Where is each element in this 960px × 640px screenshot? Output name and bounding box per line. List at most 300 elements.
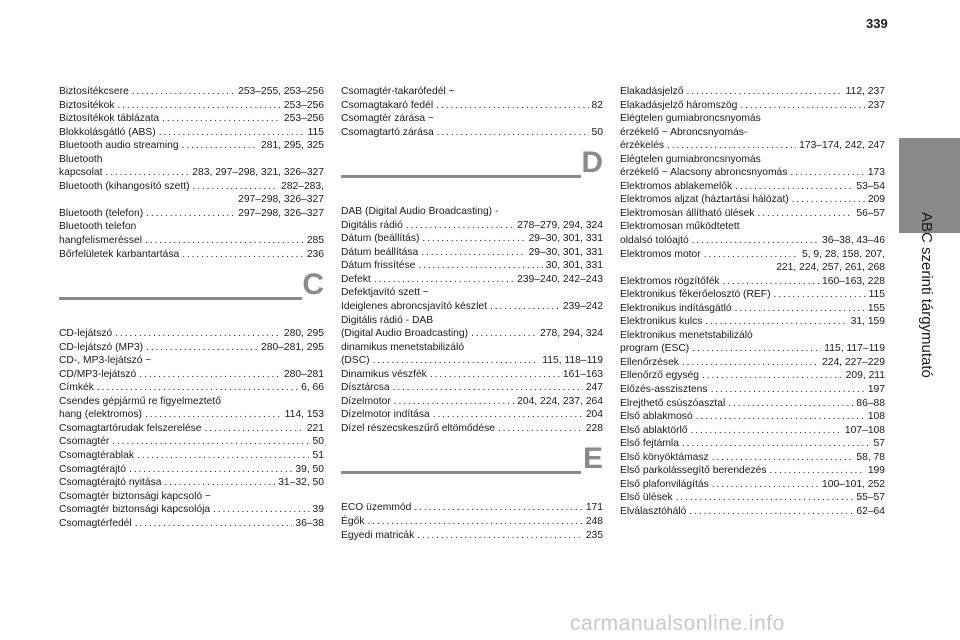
index-entry: [620, 315, 885, 329]
index-entry: [59, 166, 324, 180]
dot-leader: [682, 356, 819, 370]
dot-leader: [422, 232, 525, 246]
section-rule: [341, 471, 581, 474]
entry-pages: 253–256: [283, 99, 324, 111]
section-divider-c: [59, 268, 324, 323]
entry-pages: 171: [585, 502, 603, 514]
entry-pages: 221: [306, 422, 324, 434]
entry-pages: 31, 159: [850, 316, 885, 328]
section-letter-d: D: [581, 146, 603, 180]
index-heading-line: CD-, MP3-lejátszó ~: [59, 355, 152, 367]
entry-term: CD-lejátszó: [59, 328, 113, 340]
index-entry: [620, 180, 885, 194]
index-entry: [341, 99, 603, 113]
entry-term: Elektronikus indításgátló: [620, 302, 732, 314]
dot-leader: [712, 478, 819, 492]
index-page-continuation: 297–298, 326–327: [238, 194, 324, 206]
index-heading-line: Csomagtér-takarófedél ~: [341, 86, 455, 97]
dot-leader: [182, 139, 258, 153]
dot-leader: [414, 501, 582, 515]
index-entry: [59, 463, 324, 477]
index-entry: [59, 503, 324, 517]
entry-pages: 282–283,: [281, 180, 324, 192]
entry-term: Első fejtámla: [620, 438, 679, 450]
entry-term: Csomagtér biztonsági kapcsolója: [59, 504, 211, 516]
dot-leader: [712, 451, 854, 465]
index-entry: [59, 368, 324, 382]
index-group-e: [341, 501, 603, 542]
watermark: carmanualsonline.info: [570, 612, 785, 635]
dot-leader: [702, 369, 843, 383]
entry-term: érzékelés: [620, 140, 665, 152]
index-entry: [620, 451, 885, 465]
dot-leader: [691, 424, 842, 438]
entry-term: Dízelmotor indítása: [341, 409, 430, 421]
index-entry: [341, 501, 603, 515]
entry-term: Blokkolásgátló (ABS): [59, 126, 156, 138]
index-entry: [620, 369, 885, 383]
dot-leader: [182, 248, 304, 262]
entry-term: Bluetooth audio streaming: [59, 140, 179, 152]
dot-leader: [704, 248, 799, 262]
section-letter-c: C: [302, 268, 324, 302]
entry-pages: 51: [312, 450, 324, 462]
entry-pages: 6, 66: [301, 382, 324, 394]
entry-term: érzékelő ~ Alacsony abroncsnyomás: [620, 167, 788, 179]
entry-pages: 112, 237: [845, 86, 885, 97]
index-entry: [59, 85, 324, 99]
index-entry: [620, 275, 885, 289]
index-heading-line: Defektjavító szett ~: [341, 287, 429, 299]
index-entry: [620, 207, 885, 221]
index-group-e-continued: [620, 85, 885, 519]
entry-pages: 155: [867, 302, 885, 314]
index-entry: [620, 85, 885, 99]
entry-pages: 57: [873, 438, 885, 450]
entry-pages: 29–30, 301, 331: [528, 233, 603, 245]
entry-pages: 160–163, 228: [822, 275, 885, 287]
entry-pages: 86–88: [856, 397, 885, 409]
entry-term: Elakadásjelző: [620, 86, 684, 97]
index-heading-line: Csendes gépjármű re figyelmeztető: [59, 395, 221, 407]
entry-term: Biztosítékcsere: [59, 86, 129, 97]
dot-leader: [159, 126, 305, 140]
dot-leader: [213, 503, 309, 517]
entry-term: Defekt: [341, 273, 371, 285]
index-heading-line: Elégtelen gumiabroncsnyomás: [620, 153, 761, 165]
entry-term: Ideiglenes abroncsjavító készlet: [341, 301, 487, 313]
entry-term: Dízelmotor: [341, 395, 391, 407]
entry-term: Csomagtérajtó nyitása: [59, 477, 162, 489]
entry-pages: 36–38: [295, 517, 324, 529]
entry-pages: 280, 295: [283, 328, 324, 340]
entry-term: Csomagtér: [59, 436, 110, 448]
entry-pages: 107–108: [844, 424, 885, 436]
index-entry: [341, 354, 603, 368]
dot-leader: [792, 193, 865, 207]
index-entry: [341, 368, 603, 382]
dot-leader: [437, 126, 589, 140]
dot-leader: [418, 259, 542, 273]
dot-leader: [433, 408, 583, 422]
index-entry: [620, 356, 885, 370]
entry-term: Elektromos ablakemelők: [620, 180, 733, 192]
chapter-title-text: ABC szerinti tárgymutató: [918, 212, 935, 378]
section-divider-d: [341, 146, 603, 201]
index-entry: [341, 395, 603, 409]
entry-pages: 50: [312, 436, 324, 448]
index-entry: [620, 342, 885, 356]
entry-term: Elektronikus kulcs: [620, 316, 703, 328]
index-entry: [341, 219, 603, 233]
entry-term: program (ESC): [620, 343, 690, 355]
dot-leader: [373, 354, 540, 368]
entry-pages: 239–242: [562, 301, 603, 313]
entry-pages: 280–281, 295: [261, 341, 324, 353]
entry-pages: 39, 50: [295, 463, 324, 475]
index-entry: [341, 246, 603, 260]
index-entry: [341, 126, 603, 140]
dot-leader: [682, 437, 871, 451]
entry-pages: 253–256: [283, 113, 324, 125]
dot-leader: [146, 341, 258, 355]
entry-pages: 100–101, 252: [822, 478, 885, 490]
dot-leader: [692, 234, 819, 248]
index-heading-line: DAB (Digital Audio Broadcasting) -: [341, 206, 499, 218]
dot-leader: [374, 273, 514, 287]
index-entry: [59, 476, 324, 490]
entry-term: Elektromos aljzat (háztartási hálózat): [620, 194, 789, 206]
dot-leader: [728, 397, 853, 411]
dot-leader: [421, 246, 525, 260]
entry-term: Dátum frissítése: [341, 260, 416, 272]
dot-leader: [417, 529, 583, 543]
entry-pages: 239–240, 242–243: [517, 273, 603, 285]
entry-pages: 197: [867, 384, 885, 396]
index-entry: [620, 248, 885, 262]
entry-pages: 237: [867, 99, 885, 111]
index-entry: [341, 232, 603, 246]
dot-leader: [705, 315, 847, 329]
index-entry: [59, 126, 324, 140]
dot-leader: [711, 383, 865, 397]
index-entry: [620, 99, 885, 113]
index-entry: [59, 449, 324, 463]
dot-leader: [132, 85, 235, 99]
dot-leader: [687, 85, 843, 99]
index-entry: [59, 248, 324, 262]
entry-term: Elakadásjelző háromszög: [620, 99, 738, 111]
index-group-d: [341, 205, 603, 435]
dot-leader: [97, 381, 298, 395]
index-heading-line: Elektromosan működtetett: [620, 221, 740, 233]
index-entry: [59, 435, 324, 449]
entry-pages: 53–54: [856, 180, 885, 192]
index-column-2: [341, 85, 603, 542]
dot-leader: [740, 99, 864, 113]
index-heading-line: Elektronikus menetstabilizáló: [620, 329, 753, 341]
dot-leader: [723, 275, 819, 289]
dot-leader: [137, 449, 310, 463]
index-heading-line: Digitális rádió - DAB: [341, 314, 434, 326]
entry-pages: 224, 227–229: [822, 356, 885, 368]
entry-term: kapcsolat: [59, 167, 103, 179]
index-entry: [620, 166, 885, 180]
entry-pages: 29–30, 301, 331: [528, 246, 603, 258]
entry-pages: 55–57: [856, 492, 885, 504]
entry-term: Első plafonvilágítás: [620, 478, 709, 490]
index-entry: [620, 193, 885, 207]
index-entry: [341, 259, 603, 273]
index-column-3: [620, 85, 885, 519]
entry-term: CD/MP3-lejátszó: [59, 368, 137, 380]
entry-term: Elrejthető csúszóasztal: [620, 397, 726, 409]
section-divider-e: [341, 442, 603, 497]
entry-term: Ellenőrzések: [620, 356, 679, 368]
dot-leader: [696, 410, 865, 424]
entry-term: hangfelismeréssel: [59, 235, 142, 247]
index-group-c-continued: [341, 85, 603, 139]
entry-term: Első ablakmosó: [620, 411, 693, 423]
index-entry: [620, 234, 885, 248]
index-entry: [59, 327, 324, 341]
index-entry: [59, 341, 324, 355]
entry-term: (DSC): [341, 355, 370, 367]
entry-pages: 115: [307, 126, 324, 138]
dot-leader: [112, 435, 309, 449]
dot-leader: [406, 219, 514, 233]
entry-term: Előzés-asszisztens: [620, 384, 708, 396]
entry-term: Biztosítékok: [59, 99, 115, 111]
index-group-b: [59, 85, 324, 261]
entry-pages: 228: [585, 422, 603, 434]
index-heading-line: Csomagtér biztonsági kapcsoló ~: [59, 490, 211, 502]
entry-term: Dísztárcsa: [341, 382, 390, 394]
dot-leader: [490, 300, 560, 314]
dot-leader: [758, 207, 854, 221]
dot-leader: [115, 327, 281, 341]
entry-term: Elválasztóháló: [620, 505, 687, 517]
index-entry: [59, 381, 324, 395]
chapter-title: [918, 212, 938, 422]
index-entry: [59, 139, 324, 153]
index-entry: [620, 410, 885, 424]
entry-term: Dinamikus vészfék: [341, 368, 427, 380]
entry-term: oldalsó tolóajtó: [620, 235, 689, 247]
entry-pages: 115: [868, 289, 885, 301]
entry-term: Egyedi matricák: [341, 529, 415, 541]
index-entry: [341, 381, 603, 395]
entry-pages: 209, 211: [845, 370, 885, 382]
entry-term: Első ülések: [620, 492, 673, 504]
entry-pages: 278–279, 294, 324: [517, 219, 603, 231]
dot-leader: [393, 381, 583, 395]
entry-term: Címkék: [59, 382, 94, 394]
entry-pages: 278, 294, 324: [540, 328, 603, 340]
index-entry: [620, 437, 885, 451]
entry-term: Elektromos motor: [620, 248, 701, 260]
index-entry: [620, 288, 885, 302]
index-entry: [341, 422, 603, 436]
dot-leader: [735, 180, 853, 194]
index-entry: [341, 408, 603, 422]
dot-leader: [193, 180, 279, 194]
entry-pages: 50: [591, 126, 603, 138]
entry-term: Biztosítékok táblázata: [59, 113, 160, 125]
dot-leader: [689, 505, 853, 519]
dot-leader: [118, 99, 281, 113]
index-heading-line: Bluetooth telefon: [59, 221, 137, 233]
index-entry: [59, 517, 324, 531]
dot-leader: [164, 476, 275, 490]
entry-term: Égők: [341, 516, 365, 528]
dot-leader: [774, 288, 866, 302]
section-rule: [59, 297, 302, 300]
dot-leader: [129, 463, 292, 477]
entry-term: Dízel részecskeszűrő eltömődése: [341, 422, 495, 434]
entry-pages: 161–163: [562, 368, 603, 380]
entry-pages: 62–64: [856, 505, 885, 517]
entry-pages: 115, 118–119: [542, 355, 603, 367]
entry-term: Csomagtérajtó: [59, 463, 126, 475]
index-entry: [620, 397, 885, 411]
index-heading-line: dinamikus menetstabilizáló: [341, 341, 465, 353]
dot-leader: [471, 327, 537, 341]
section-rule: [341, 175, 581, 178]
index-entry: [620, 505, 885, 519]
entry-pages: 280–281: [283, 368, 324, 380]
index-entry: [620, 424, 885, 438]
entry-pages: 36–38, 43–46: [822, 235, 885, 247]
dot-leader: [436, 99, 588, 113]
dot-leader: [139, 368, 281, 382]
entry-pages: 115, 117–119: [824, 343, 885, 355]
entry-term: CD-lejátszó (MP3): [59, 341, 144, 353]
entry-pages: 283, 297–298, 321, 326–327: [192, 167, 324, 179]
entry-pages: 248: [585, 516, 603, 528]
entry-term: Első könyöktámasz: [620, 451, 709, 463]
entry-pages: 236: [306, 248, 324, 260]
entry-pages: 281, 295, 325: [261, 140, 324, 152]
dot-leader: [135, 517, 293, 531]
entry-pages: 56–57: [856, 207, 885, 219]
entry-term: (Digital Audio Broadcasting): [341, 328, 469, 340]
entry-term: Csomagtérablak: [59, 450, 134, 462]
entry-pages: 173–174, 242, 247: [799, 140, 885, 152]
dot-leader: [790, 166, 864, 180]
dot-leader: [394, 395, 514, 409]
index-entry: [620, 383, 885, 397]
dot-leader: [692, 342, 821, 356]
index-entry: [59, 99, 324, 113]
dot-leader: [146, 207, 235, 221]
dot-leader: [667, 139, 796, 153]
entry-term: ECO üzemmód: [341, 502, 412, 514]
entry-term: Elektromosan állítható ülések: [620, 207, 755, 219]
entry-term: Elektronikus fékerőelosztó (REF): [620, 289, 771, 301]
dot-leader: [162, 112, 281, 126]
index-heading-line: Elégtelen gumiabroncsnyomás: [620, 113, 761, 125]
index-entry: [620, 491, 885, 505]
entry-term: Csomagtartórudak felszerelése: [59, 422, 202, 434]
index-entry: [59, 234, 324, 248]
index-entry: [59, 207, 324, 221]
page-number: 339: [866, 16, 888, 31]
index-entry: [620, 478, 885, 492]
dot-leader: [770, 464, 865, 478]
entry-term: Ellenőrző egység: [620, 370, 699, 382]
entry-term: Bluetooth (telefon): [59, 207, 144, 219]
entry-pages: 199: [867, 465, 885, 477]
dot-leader: [735, 302, 865, 316]
entry-term: Csomagtérfedél: [59, 517, 132, 529]
dot-leader: [367, 515, 582, 529]
entry-term: Dátum (beállítás): [341, 233, 420, 245]
entry-term: Első parkolássegítő berendezés: [620, 465, 767, 477]
section-letter-e: E: [582, 442, 603, 476]
entry-term: Digitális rádió: [341, 219, 403, 231]
index-entry: [620, 139, 885, 153]
index-entry: [620, 302, 885, 316]
index-entry: [59, 422, 324, 436]
dot-leader: [498, 422, 583, 436]
entry-pages: 39: [312, 504, 324, 516]
entry-term: Első ablaktörlő: [620, 424, 688, 436]
entry-pages: 58, 78: [856, 451, 885, 463]
index-group-c: [59, 327, 324, 530]
entry-pages: 108: [867, 411, 885, 423]
entry-pages: 209: [867, 194, 885, 206]
entry-term: Elektromos rögzítőfék: [620, 275, 720, 287]
index-heading-line: Bluetooth: [59, 153, 103, 165]
index-entry: [341, 327, 603, 341]
dot-leader: [145, 234, 304, 248]
entry-pages: 5, 9, 28, 158, 207,: [801, 248, 885, 260]
entry-pages: 204, 224, 237, 264: [517, 395, 603, 407]
entry-term: Csomagtakaró fedél: [341, 99, 434, 111]
index-entry: [620, 464, 885, 478]
dot-leader: [430, 368, 560, 382]
index-heading-line: érzékelő ~ Abroncsnyomás-: [620, 126, 748, 138]
entry-pages: 247: [585, 382, 603, 394]
entry-term: Csomagtartó zárása: [341, 126, 434, 138]
dot-leader: [205, 422, 304, 436]
index-entry: [341, 300, 603, 314]
entry-pages: 30, 301, 331: [545, 260, 603, 272]
index-entry: [59, 112, 324, 126]
entry-term: Bőrfelületek karbantartása: [59, 248, 180, 260]
index-entry: [59, 408, 324, 422]
entry-pages: 204: [585, 409, 603, 421]
index-page-continuation: 221, 224, 257, 261, 268: [776, 262, 885, 274]
entry-pages: 173: [867, 167, 885, 179]
dot-leader: [145, 408, 282, 422]
index-entry: [59, 180, 324, 194]
index-heading-line: Csomagtér zárása ~: [341, 113, 434, 125]
index-column-1: [59, 85, 324, 530]
entry-term: Dátum beállítása: [341, 246, 419, 258]
entry-pages: 82: [591, 99, 603, 111]
entry-pages: 297–298, 326–327: [238, 207, 324, 219]
dot-leader: [106, 166, 190, 180]
index-entry: [341, 529, 603, 543]
entry-pages: 31–32, 50: [278, 477, 324, 489]
entry-term: hang (elektromos): [59, 409, 142, 421]
index-entry: [341, 273, 603, 287]
dot-leader: [676, 491, 854, 505]
entry-pages: 114, 153: [284, 409, 324, 421]
index-entry: [341, 515, 603, 529]
